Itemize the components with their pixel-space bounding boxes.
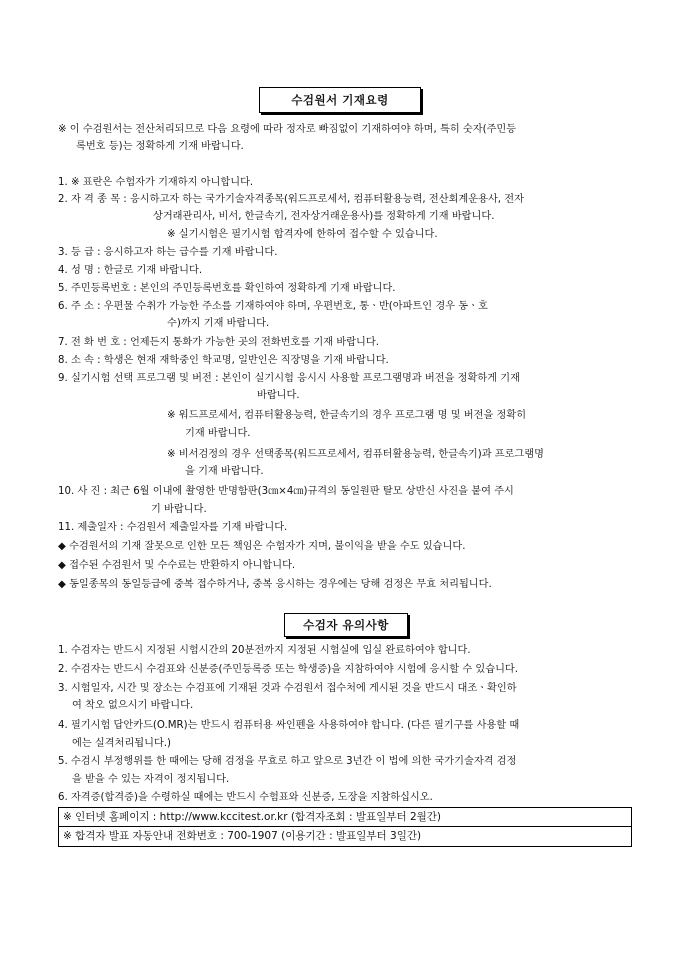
section-title-writing-guide: 수검원서 기재요령: [259, 87, 421, 113]
precaution-item: 에는 실격처리됩니다.): [72, 738, 172, 749]
notice-homepage: ※ 인터넷 홈페이지 : http://www.kccitest.or.kr (합격자조회 : 발표일부터 2월간): [63, 811, 442, 823]
guide-item: 8. 소 속 : 학생은 현재 재학중인 학교명, 일반인은 직장명을 기재 바랍니다.: [58, 355, 389, 366]
guide-item: 1. ※ 표란은 수험자가 기재하지 아니합니다.: [58, 177, 254, 188]
guide-item: 11. 제출일자 : 수검원서 제출일자를 기재 바랍니다.: [58, 522, 288, 533]
guide-item: ◆ 동일종목의 동일등급에 중복 접수하거나, 중복 응시하는 경우에는 당해 검정은 무효 처리됩니다.: [58, 579, 492, 590]
precaution-item: 4. 필기시험 답안카드(O.MR)는 반드시 컴퓨터용 싸인펜을 사용하여야 합니다. (다른 필기구를 사용할 때: [58, 720, 520, 731]
guide-item: 을 기재 바랍니다.: [185, 466, 264, 477]
guide-item: 9. 실기시험 선택 프로그램 및 버전 : 본인이 실기시험 응시시 사용할 프로그램명과 버전을 정확하게 기재: [58, 373, 520, 384]
precaution-item: 6. 자격증(합격증)을 수령하실 때에는 반드시 수험표와 신분증, 도장을 지참하십시오.: [58, 792, 433, 803]
precaution-item: 을 받을 수 있는 자격이 정지됩니다.: [72, 774, 230, 785]
guide-item: 2. 자 격 종 목 : 응시하고자 하는 국가기술자격종목(워드프로세서, 컴퓨터활용능력, 전산회계운용사, 전자: [58, 194, 524, 205]
guide-item: ◆ 접수된 수검원서 및 수수료는 반환하지 아니합니다.: [58, 560, 296, 571]
guide-item: 기재 바랍니다.: [185, 428, 251, 439]
guide-item: 바랍니다.: [257, 390, 300, 401]
guide-item: 기 바랍니다.: [151, 504, 207, 515]
notice-box: [58, 807, 632, 847]
intro-line: 록번호 등)는 정확하게 기재 바랍니다.: [76, 141, 244, 152]
guide-item: 3. 등 급 : 응시하고자 하는 급수를 기재 바랍니다.: [58, 247, 278, 258]
guide-item: 수)까지 기재 바랍니다.: [167, 318, 270, 329]
guide-item: 상거래관리사, 비서, 한글속기, 전자상거래운용사)를 정확하게 기재 바랍니다.: [153, 211, 495, 222]
precaution-item: 3. 시험일자, 시간 및 장소는 수검표에 기재된 것과 수검원서 접수처에 게시된 것을 반드시 대조ㆍ확인하: [58, 683, 517, 694]
section-title-precautions: 수검자 유의사항: [284, 613, 408, 637]
guide-item: ※ 비서검정의 경우 선택종목(워드프로세서, 컴퓨터활용능력, 한글속기)과 프로그램명: [167, 449, 544, 460]
guide-item: ◆ 수검원서의 기재 잘못으로 인한 모든 책임은 수험자가 지며, 불이익을 받을 수도 있습니다.: [58, 541, 466, 552]
precaution-item: 5. 수검시 부정행위를 한 때에는 당해 검정을 무효로 하고 앞으로 3년간 이 법에 의한 국가기술자격 검정: [58, 756, 517, 767]
guide-item: 6. 주 소 : 우편물 수취가 가능한 주소를 기재하여야 하며, 우편번호, 통ㆍ반(아파트인 경우 동ㆍ호: [58, 301, 488, 312]
intro-line: ※ 이 수검원서는 전산처리되므로 다음 요령에 따라 정자로 빠짐없이 기재하여야 하며, 특히 숫자(주민등: [58, 124, 517, 135]
guide-item: 10. 사 진 : 최근 6월 이내에 촬영한 반명함판(3㎝×4㎝)규격의 동일원판 탈모 상반신 사진을 붙여 주시: [58, 486, 514, 497]
guide-item: 5. 주민등록번호 : 본인의 주민등록번호를 확인하여 정확하게 기재 바랍니다.: [58, 283, 396, 294]
guide-item: ※ 실기시험은 필기시험 합격자에 한하여 접수할 수 있습니다.: [167, 229, 438, 240]
notice-phone: ※ 합격자 발표 자동안내 전화번호 : 700-1907 (이용기간 : 발표일부터 3일간): [59, 826, 631, 845]
guide-item: 4. 성 명 : 한글로 기재 바랍니다.: [58, 265, 203, 276]
guide-item: ※ 워드프로세서, 컴퓨터활용능력, 한글속기의 경우 프로그램 명 및 버전을 정확히: [167, 410, 527, 421]
precaution-item: 2. 수검자는 반드시 수검표와 신분증(주민등록증 또는 학생증)을 지참하여야 시험에 응시할 수 있습니다.: [58, 664, 519, 675]
precaution-item: 여 착오 없으시기 바랍니다.: [72, 700, 194, 711]
guide-item: 7. 전 화 번 호 : 언제든지 통화가 가능한 곳의 전화번호를 기재 바랍니다.: [58, 337, 379, 348]
precaution-item: 1. 수검자는 반드시 지정된 시험시간의 20분전까지 지정된 시험실에 입실 완료하여야 합니다.: [58, 645, 471, 656]
